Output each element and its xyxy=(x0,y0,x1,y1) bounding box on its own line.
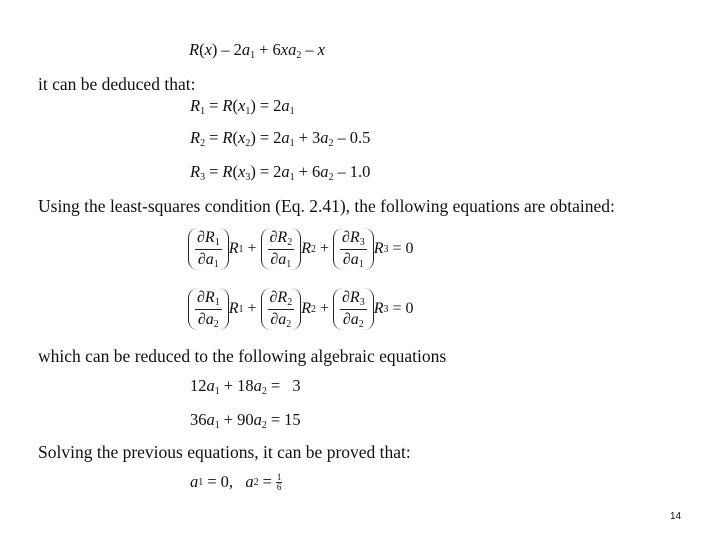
equation-algebraic-2: $36a_1 + 90a_2 = 15$ xyxy=(190,410,301,431)
equation-least-squares-2: $\frac{\partial R_1}{\partial a_2}$ R 1 + $\frac{\partial R_2}{\partial a_2}$ R 2 + $\frac{\partial R_3}{\partial a_2}$ R 3 = 0 xyxy=(188,288,414,330)
text-solving: Solving the previous equations, it can be proved that: xyxy=(38,442,411,462)
text-deduced: it can be deduced that: xyxy=(38,74,196,94)
equation-r3: $R_3 = R(x_3) = 2a_1 + 6a_2 - 1.0$ xyxy=(190,162,371,183)
equation-r1: $R_1 = R(x_1) = 2a_1$ xyxy=(190,96,295,117)
equation-r2: $R_2 = R(x_2) = 2a_1 + 3a_2 - 0.5$ xyxy=(190,128,371,149)
page-number: 14 xyxy=(670,511,682,522)
text-reduced: which can be reduced to the following algebraic equations xyxy=(38,346,447,366)
equation-solution: a 1 = 0 , a 2 = $\frac{1}{6}$ xyxy=(190,471,282,492)
equation-algebraic-1: $12a_1 + 18a_2 = 3$ xyxy=(190,376,301,397)
equation-residual-definition: $R(x) - 2a_1 + 6xa_2 - x$ xyxy=(189,40,325,61)
equation-least-squares-1: $\frac{\partial R_1}{\partial a_1}$ R 1 + $\frac{\partial R_2}{\partial a_1}$ R 2 + $\frac{\partial R_3}{\partial a_1}$ R 3 = 0 xyxy=(188,228,414,270)
text-least-squares: Using the least-squares condition (Eq. 2.41), the following equations are obtained: xyxy=(38,196,615,216)
